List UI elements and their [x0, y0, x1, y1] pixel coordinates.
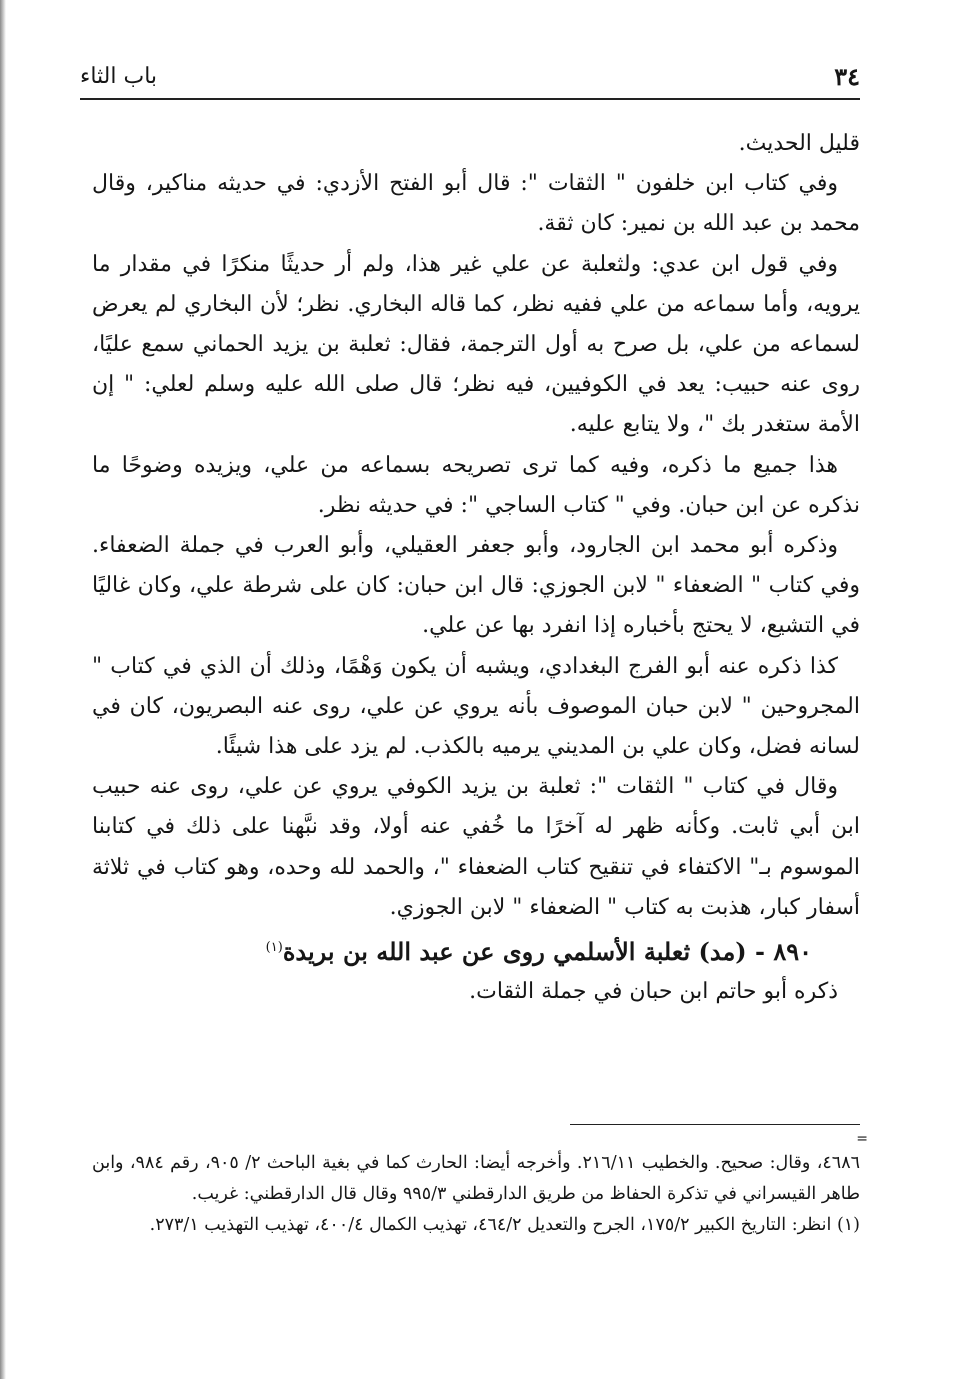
page-header	[80, 62, 860, 100]
footnote-reference: (١)	[265, 940, 283, 956]
paragraph-5: وذكره أبو محمد ابن الجارود، وأبو جعفر العقيلي، وأبو العرب في جملة الضعفاء. وفي كتاب " الضعفاء " لابن الجوزي: قال ابن حبان: كان على شرطة علي، وكان غاليًا في التشيع، لا يحتج بأخباره إذا انفرد بها عن علي.	[92, 533, 860, 639]
entry-heading-text: ٨٩٠ - (مد) ثعلبة الأسلمي روى عن عبد الله بن بريدة	[282, 937, 812, 967]
running-title: باب الثاء	[80, 64, 158, 89]
page-number: ٣٤	[834, 62, 860, 91]
paragraph-4: هذا جميع ما ذكره، وفيه كما ترى تصريحه بسماعه من علي، ويزيده وضوحًا ما نذكره عن ابن حبان. وفي " كتاب الساجي ": في حديثه نظر.	[92, 452, 860, 518]
footnote-continued: ٤٦٨٦، وقال: صحيح. والخطيب ٢١٦/١١. وأخرجه أيضا: الحارث كما في بغية الباحث ٢/ ٩٠٥، رقم ٩٨٤، وابن طاهر القيسراني في تذكرة الحفاظ من طريق الدارقطني ٩٩٥/٣ وقال قال الدارقطني: غريب.	[92, 1153, 860, 1204]
paragraph-2: وفي كتاب ابن خلفون " الثقات ": قال أبو الفتح الأزدي: في حديثه مناكير، وقال محمد بن عبد الله بن نمير: كان ثقة.	[92, 171, 860, 237]
page-edge-shadow	[0, 0, 6, 1379]
paragraph-1: قليل الحديث.	[738, 131, 860, 156]
paragraph-6: كذا ذكره عنه أبو الفرج البغدادي، ويشبه أن يكون وَهْمًا، وذلك أن الذي في كتاب " المجروحين " لابن حبان الموصوف بأنه يروي عن علي، روى عنه البصريون، كان في لسانه فضل، وكان علي بن المديني يرميه بالكذب. لم يزد على هذا شيئًا.	[92, 653, 860, 760]
continuation-mark: =	[856, 1131, 868, 1147]
paragraph-3: وفي قول ابن عدي: ولثعلبة عن علي غير هذا، ولم أر حديثًا منكرًا في مقدار ما يرويه، وأما سماعه من علي ففيه نظر، كما قاله البخاري. نظر؛ لأن البخاري لم يعرض لسماعه من علي، بل صرح به أول الترجمة، فقال: ثعلبة بن يزيد الحماني سمع عليًا، روى عنه حبيب: يعد في الكوفيين، فيه نظر؛ قال صلى الله عليه وسلم لعلي: " إن الأمة ستغدر بك "، ولا يتابع عليه.	[92, 251, 860, 438]
paragraph-8: ذكره أبو حاتم ابن حبان في جملة الثقات.	[469, 979, 838, 1005]
footnote-1: (١) انظر: التاريخ الكبير ١٧٥/٢، الجرح والتعديل ٤٦٤/٢، تهذيب الكمال ٤٠٠/٤، تهذيب التهذيب ٢٧٣/١.	[149, 1215, 860, 1235]
paragraph-7: وقال في كتاب " الثقات ": ثعلبة بن يزيد الكوفي يروي عن علي، روى عنه حبيب ابن أبي ثابت. وكأنه ظهر له آخرًا ما خُفي عنه أولا، وقد نبَّهنا على ذلك في كتابنا الموسوم بـ" الاكتفاء في تنقيح كتاب الضعفاء "، والحمد لله وحده، وهو كتاب في ثلاثة أسفار كبار، هذبت به كتاب " الضعفاء " لابن الجوزي.	[92, 774, 860, 920]
footnote-separator	[570, 1124, 860, 1125]
main-text	[92, 124, 860, 1012]
footnotes	[92, 1148, 860, 1241]
entry-heading	[92, 928, 860, 972]
